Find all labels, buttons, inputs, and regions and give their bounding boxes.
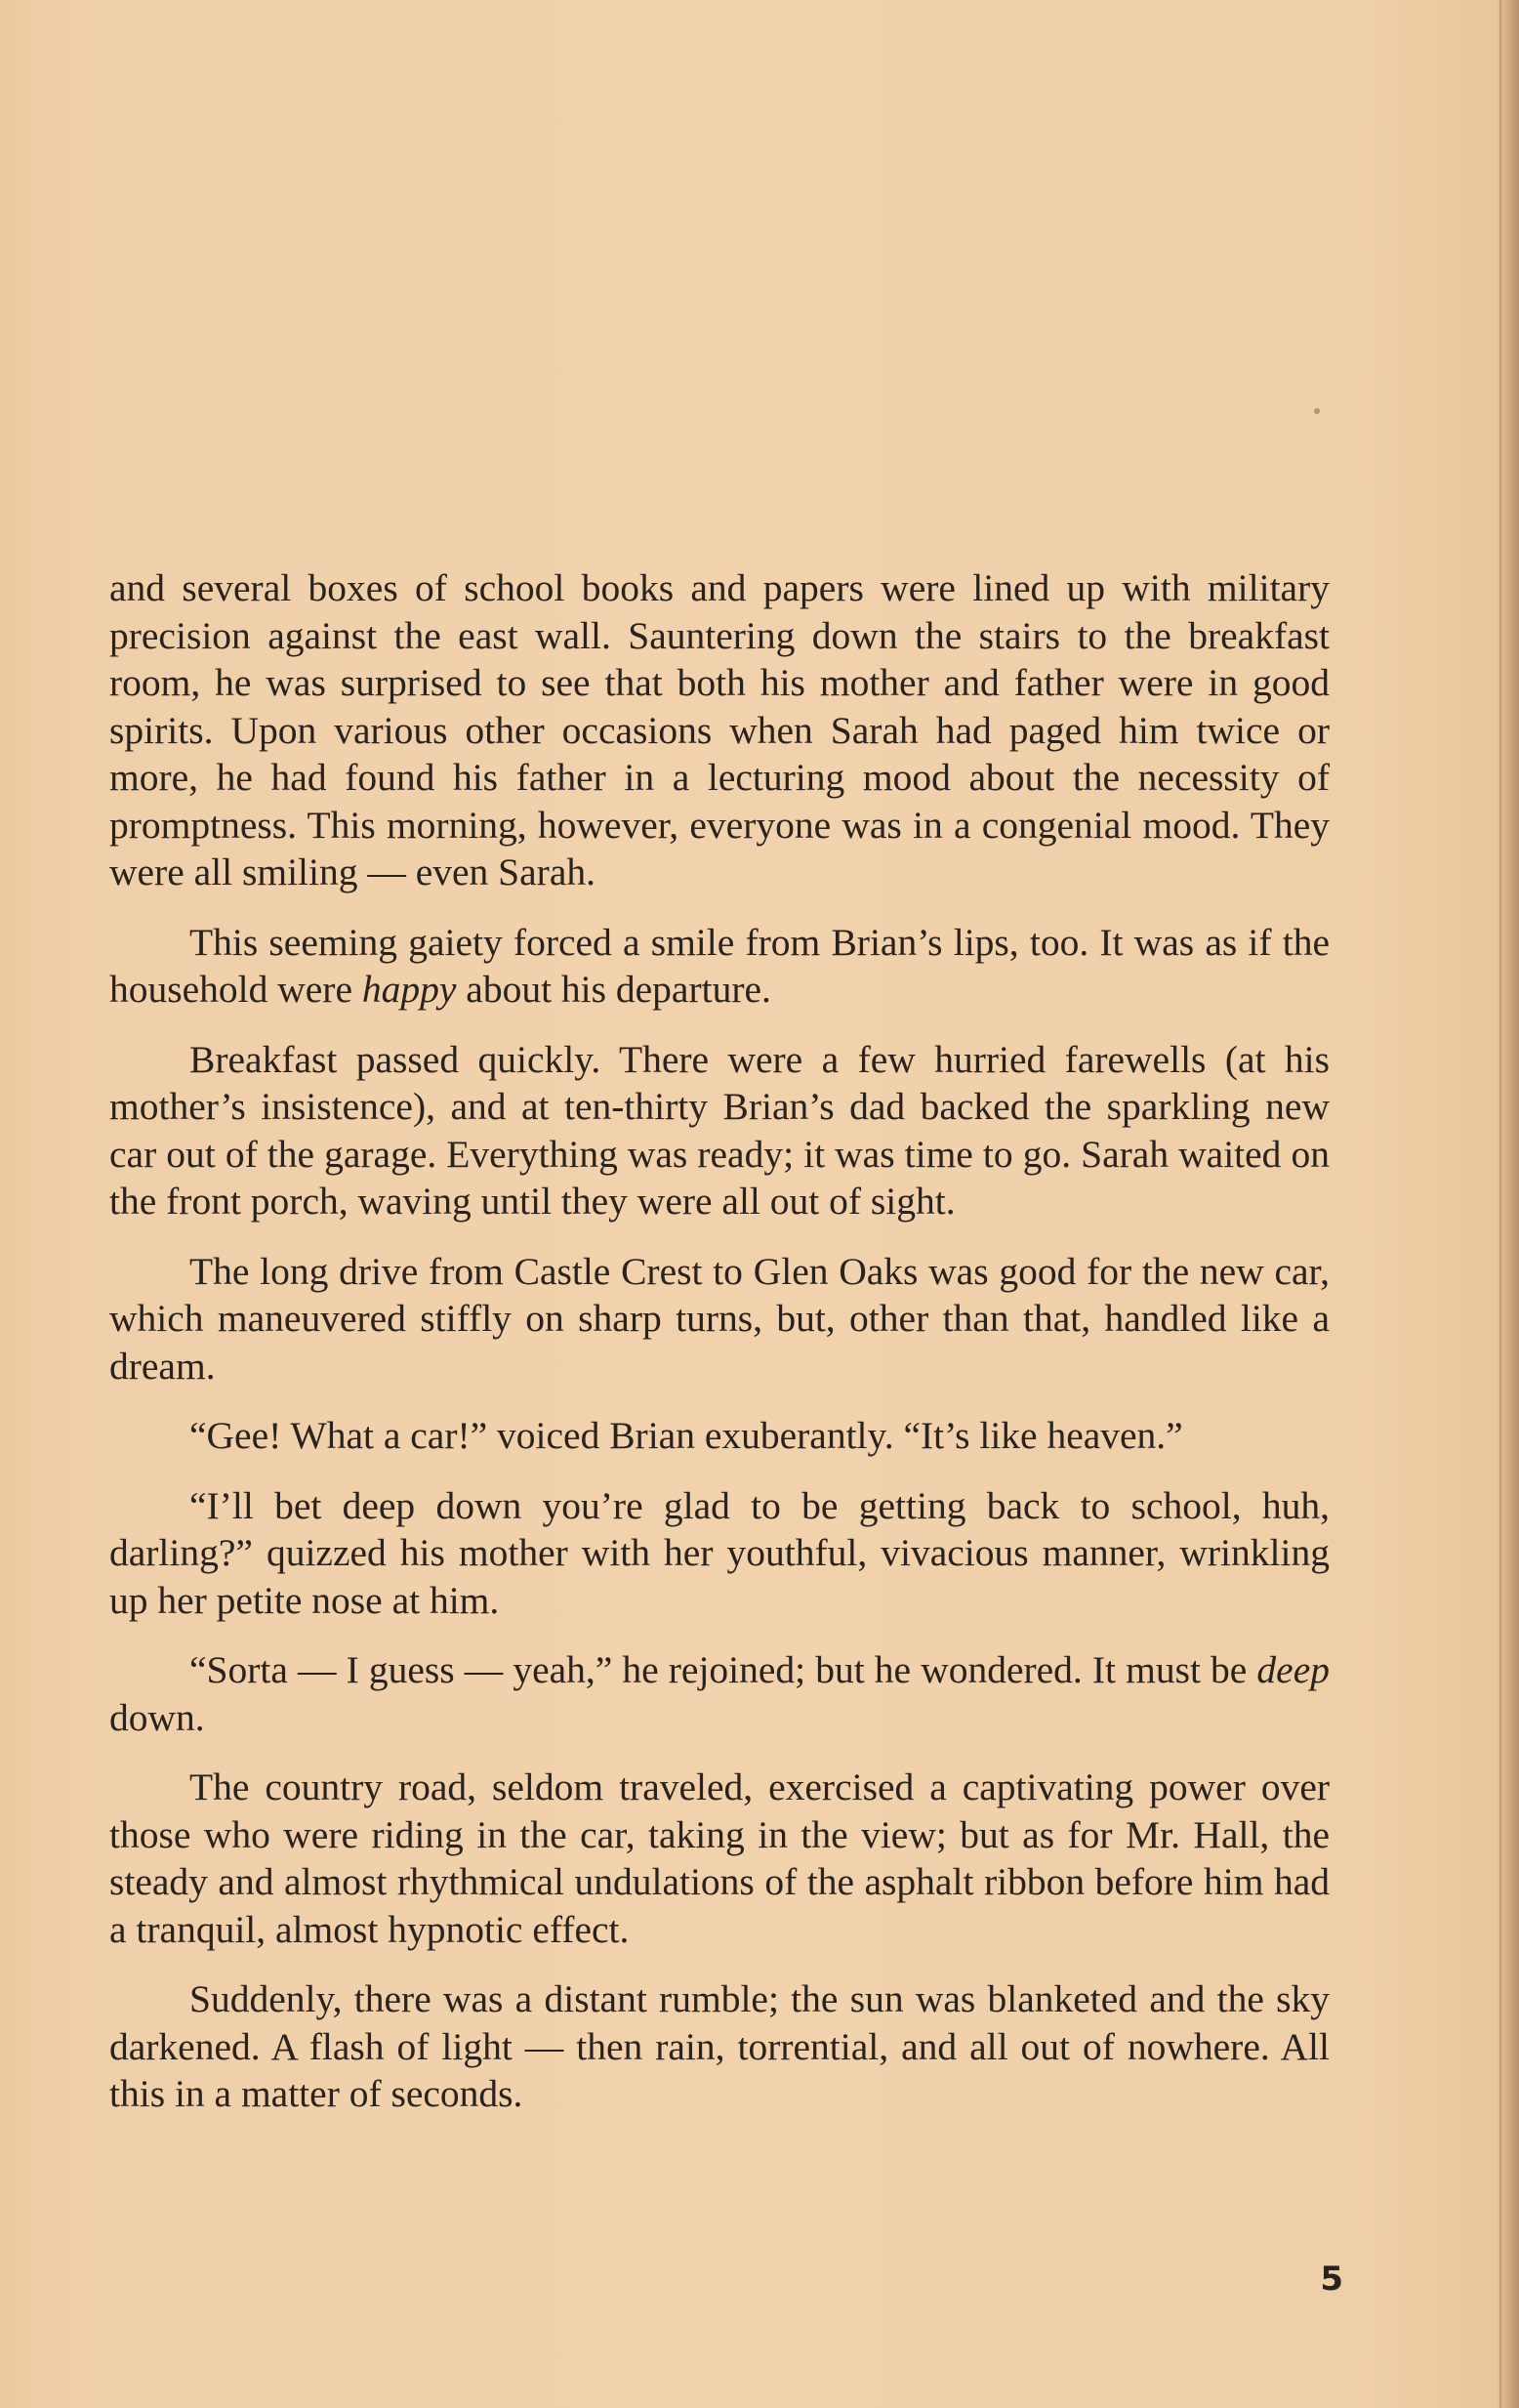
paragraph: and several boxes of school books and papers were lined up with military precision against the east wall. Sauntering down the stairs to the breakfast room, he was surprised to see that both his mother and father were in good spirits. Upon various other occasions when Sarah had paged him twice or more, he had found his father in a lecturing mood about the necessity of promptness. This morning, however, everyone was in a congenial mood. They were all smiling — even Sarah. [109, 566, 1330, 893]
page-edge-shadow [1498, 0, 1519, 2408]
paragraph: Suddenly, there was a distant rumble; the sun was blanketed and the sky darkened. A flash of light — then rain, torrential, and all out of nowhere. All this in a matter of seconds. [109, 1977, 1330, 2115]
paragraph-text: down. [109, 1695, 205, 1739]
paper-speck [1314, 408, 1320, 414]
paragraph-text: This seeming gaiety forced a smile from Brian’s lips, too. It was as if the household were [109, 920, 1330, 1011]
paragraph-text: about his departure. [456, 968, 771, 1011]
paragraph [109, 919, 1330, 1014]
paragraph: Breakfast passed quickly. There were a few hurried farewells (at his mother’s insistence), and at ten-thirty Brian’s dad backed the sparkling new car out of the garage. Everything was ready; it was time to go. Sarah waited on the front porch, waving until they were all out of sight. [109, 1037, 1330, 1223]
body-text [109, 564, 1330, 2140]
paragraph: The country road, seldom traveled, exercised a captivating power over those who were riding in the car, taking in the view; but as for Mr. Hall, the steady and almost rhythmical undulations of the asphalt ribbon before him had a tranquil, almost hypnotic effect. [109, 1765, 1330, 1951]
paragraph: “Gee! What a car!” voiced Brian exuberantly. “It’s like heaven.” [189, 1414, 1183, 1457]
paragraph-text: “Sorta — I guess — yeah,” he rejoined; but he wondered. It must be [189, 1648, 1257, 1691]
emphasis-deep: deep [1256, 1648, 1330, 1691]
page-number: 5 [1320, 2260, 1343, 2299]
emphasis-happy: happy [361, 968, 457, 1011]
paragraph: “I’ll bet deep down you’re glad to be getting back to school, huh, darling?” quizzed his mother with her youthful, vivacious manner, wrinkling up her petite nose at him. [109, 1483, 1330, 1622]
paragraph: The long drive from Castle Crest to Glen Oaks was good for the new car, which maneuvered stiffly on sharp turns, but, other than that, handled like a dream. [109, 1249, 1330, 1388]
paragraph [109, 1646, 1330, 1741]
